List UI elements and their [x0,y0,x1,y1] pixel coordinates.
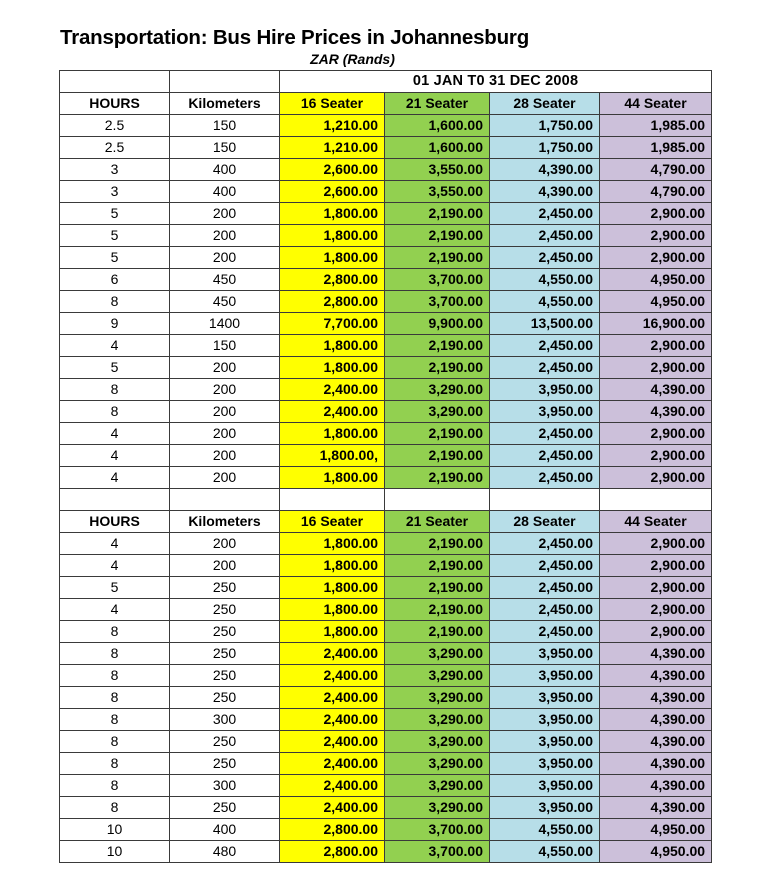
cell-seater-21[interactable]: 2,190.00 [385,620,490,642]
cell-seater-21[interactable]: 3,700.00 [385,268,490,290]
cell-seater-21[interactable]: 2,190.00 [385,554,490,576]
cell-kilometers[interactable]: 480 [170,840,280,862]
cell-hours[interactable]: 8 [60,686,170,708]
cell-seater-44[interactable]: 2,900.00 [600,576,712,598]
table-row[interactable] [60,268,712,290]
cell-seater-16[interactable]: 2,400.00 [280,686,385,708]
table-row[interactable] [60,246,712,268]
cell-hours[interactable]: 5 [60,246,170,268]
cell-seater-16[interactable]: 2,400.00 [280,796,385,818]
cell-seater-44[interactable]: 4,390.00 [600,664,712,686]
cell-seater-44[interactable]: 2,900.00 [600,356,712,378]
spacer-cell-seater-28 [490,488,600,510]
cell-seater-21[interactable]: 3,550.00 [385,180,490,202]
cell-seater-28[interactable]: 3,950.00 [490,400,600,422]
cell-hours[interactable]: 3 [60,158,170,180]
cell-seater-28[interactable]: 2,450.00 [490,202,600,224]
table-row[interactable] [60,840,712,862]
cell-hours[interactable]: 9 [60,312,170,334]
spacer-cell-seater-44 [600,488,712,510]
cell-seater-28[interactable]: 3,950.00 [490,378,600,400]
cell-seater-44[interactable]: 4,950.00 [600,818,712,840]
table-row[interactable] [60,334,712,356]
cell-seater-44[interactable]: 4,950.00 [600,290,712,312]
cell-seater-28[interactable]: 4,550.00 [490,290,600,312]
column-header-hours: HOURS [60,510,170,532]
cell-seater-16[interactable]: 2,400.00 [280,730,385,752]
cell-kilometers[interactable]: 200 [170,378,280,400]
cell-seater-16[interactable]: 2,400.00 [280,400,385,422]
cell-seater-16[interactable]: 2,600.00 [280,158,385,180]
cell-kilometers[interactable]: 400 [170,180,280,202]
cell-seater-44[interactable]: 4,390.00 [600,774,712,796]
cell-seater-16[interactable]: 1,800.00 [280,422,385,444]
cell-seater-44[interactable]: 4,390.00 [600,708,712,730]
cell-seater-28[interactable]: 13,500.00 [490,312,600,334]
table-row[interactable] [60,422,712,444]
cell-seater-16[interactable]: 1,210.00 [280,114,385,136]
cell-seater-44[interactable]: 4,390.00 [600,730,712,752]
cell-seater-28[interactable]: 3,950.00 [490,664,600,686]
spacer-cell-kilometers [170,488,280,510]
cell-hours[interactable]: 6 [60,268,170,290]
cell-seater-44[interactable]: 4,790.00 [600,158,712,180]
table-row[interactable] [60,730,712,752]
cell-seater-16[interactable]: 2,400.00 [280,708,385,730]
cell-hours[interactable]: 4 [60,554,170,576]
cell-seater-44[interactable]: 2,900.00 [600,334,712,356]
table-row[interactable] [60,554,712,576]
cell-seater-16[interactable]: 2,400.00 [280,774,385,796]
cell-kilometers[interactable]: 400 [170,818,280,840]
spacer-cell-seater-21 [385,488,490,510]
cell-seater-28[interactable]: 2,450.00 [490,334,600,356]
column-header-seater-16: 16 Seater [280,92,385,114]
cell-kilometers[interactable]: 450 [170,290,280,312]
cell-seater-44[interactable]: 2,900.00 [600,224,712,246]
cell-seater-16[interactable]: 1,800.00 [280,224,385,246]
column-header-row-1 [60,92,712,114]
table-row[interactable] [60,180,712,202]
column-header-seater-21: 21 Seater [385,92,490,114]
table-row[interactable] [60,466,712,488]
cell-hours[interactable]: 8 [60,378,170,400]
cell-kilometers[interactable]: 200 [170,246,280,268]
table-row[interactable] [60,664,712,686]
cell-kilometers[interactable]: 250 [170,796,280,818]
table-row[interactable] [60,202,712,224]
column-header-seater-28: 28 Seater [490,92,600,114]
cell-seater-16[interactable]: 2,800.00 [280,840,385,862]
cell-kilometers[interactable]: 250 [170,642,280,664]
cell-seater-28[interactable]: 4,550.00 [490,268,600,290]
table-row[interactable] [60,158,712,180]
cell-seater-16[interactable]: 2,400.00 [280,378,385,400]
cell-seater-21[interactable]: 3,290.00 [385,686,490,708]
cell-seater-16[interactable]: 7,700.00 [280,312,385,334]
cell-kilometers[interactable]: 300 [170,708,280,730]
cell-seater-28[interactable]: 2,450.00 [490,224,600,246]
table-row[interactable] [60,224,712,246]
cell-hours[interactable]: 8 [60,774,170,796]
cell-seater-21[interactable]: 3,550.00 [385,158,490,180]
cell-kilometers[interactable]: 400 [170,158,280,180]
table-row[interactable] [60,620,712,642]
cell-seater-16[interactable]: 1,800.00 [280,334,385,356]
cell-seater-28[interactable]: 3,950.00 [490,708,600,730]
cell-seater-16[interactable]: 1,210.00 [280,136,385,158]
cell-seater-16[interactable]: 1,800.00 [280,576,385,598]
table-row[interactable] [60,708,712,730]
cell-seater-21[interactable]: 3,700.00 [385,290,490,312]
cell-seater-28[interactable]: 2,450.00 [490,466,600,488]
currency-subtitle: ZAR (Rands) [310,50,395,67]
cell-seater-44[interactable]: 4,390.00 [600,378,712,400]
cell-hours[interactable]: 8 [60,730,170,752]
table-row[interactable] [60,378,712,400]
cell-hours[interactable]: 5 [60,356,170,378]
cell-seater-16[interactable]: 1,800.00 [280,356,385,378]
cell-hours[interactable]: 8 [60,752,170,774]
cell-seater-28[interactable]: 2,450.00 [490,246,600,268]
date-range-header: 01 JAN T0 31 DEC 2008 [280,70,712,92]
cell-seater-44[interactable]: 2,900.00 [600,620,712,642]
table-row[interactable] [60,818,712,840]
cell-seater-44[interactable]: 4,950.00 [600,268,712,290]
cell-seater-44[interactable]: 4,390.00 [600,752,712,774]
cell-hours[interactable]: 8 [60,620,170,642]
cell-kilometers[interactable]: 250 [170,752,280,774]
cell-kilometers[interactable]: 150 [170,334,280,356]
table-row[interactable] [60,642,712,664]
cell-kilometers[interactable]: 200 [170,400,280,422]
cell-seater-21[interactable]: 3,290.00 [385,400,490,422]
column-header-seater-44: 44 Seater [600,92,712,114]
cell-seater-28[interactable]: 2,450.00 [490,422,600,444]
cell-hours[interactable]: 4 [60,598,170,620]
cell-seater-44[interactable]: 4,390.00 [600,400,712,422]
cell-seater-28[interactable]: 4,550.00 [490,818,600,840]
column-header-kilometers: Kilometers [170,510,280,532]
cell-seater-16[interactable]: 2,600.00 [280,180,385,202]
cell-seater-44[interactable]: 4,390.00 [600,796,712,818]
cell-kilometers[interactable]: 200 [170,444,280,466]
cell-kilometers[interactable]: 200 [170,356,280,378]
spacer-cell-seater-16 [280,488,385,510]
cell-seater-21[interactable]: 2,190.00 [385,444,490,466]
cell-seater-44[interactable]: 2,900.00 [600,246,712,268]
cell-seater-21[interactable]: 2,190.00 [385,422,490,444]
cell-seater-16[interactable]: 1,800.00 [280,246,385,268]
cell-seater-28[interactable]: 4,390.00 [490,158,600,180]
cell-kilometers[interactable]: 200 [170,532,280,554]
cell-seater-16[interactable]: 1,800.00 [280,554,385,576]
cell-hours[interactable]: 8 [60,708,170,730]
column-header-seater-28: 28 Seater [490,510,600,532]
cell-kilometers[interactable]: 300 [170,774,280,796]
cell-seater-21[interactable]: 1,600.00 [385,136,490,158]
cell-seater-21[interactable]: 3,290.00 [385,730,490,752]
cell-seater-28[interactable]: 4,550.00 [490,840,600,862]
cell-hours[interactable]: 8 [60,664,170,686]
cell-seater-44[interactable]: 2,900.00 [600,554,712,576]
cell-kilometers[interactable]: 250 [170,730,280,752]
cell-kilometers[interactable]: 200 [170,224,280,246]
cell-hours[interactable]: 4 [60,422,170,444]
table-row[interactable] [60,290,712,312]
cell-seater-21[interactable]: 3,290.00 [385,378,490,400]
column-header-hours: HOURS [60,92,170,114]
cell-seater-28[interactable]: 2,450.00 [490,532,600,554]
cell-hours[interactable]: 8 [60,642,170,664]
cell-seater-28[interactable]: 2,450.00 [490,554,600,576]
cell-seater-16[interactable]: 1,800.00 [280,202,385,224]
cell-seater-28[interactable]: 3,950.00 [490,796,600,818]
cell-seater-21[interactable]: 2,190.00 [385,466,490,488]
cell-seater-21[interactable]: 3,700.00 [385,840,490,862]
cell-kilometers[interactable]: 150 [170,114,280,136]
cell-hours[interactable]: 8 [60,796,170,818]
cell-seater-21[interactable]: 2,190.00 [385,224,490,246]
column-header-row-2 [60,510,712,532]
cell-seater-28[interactable]: 1,750.00 [490,136,600,158]
cell-seater-21[interactable]: 3,290.00 [385,664,490,686]
cell-hours[interactable]: 8 [60,290,170,312]
period-header-row [60,70,712,92]
cell-kilometers[interactable]: 150 [170,136,280,158]
cell-seater-16[interactable]: 2,400.00 [280,752,385,774]
cell-seater-28[interactable]: 2,450.00 [490,620,600,642]
cell-seater-21[interactable]: 1,600.00 [385,114,490,136]
cell-seater-21[interactable]: 3,290.00 [385,774,490,796]
cell-seater-16[interactable]: 2,800.00 [280,290,385,312]
cell-hours[interactable]: 4 [60,334,170,356]
cell-hours[interactable]: 5 [60,224,170,246]
table-row[interactable] [60,686,712,708]
cell-hours[interactable]: 10 [60,818,170,840]
cell-seater-21[interactable]: 2,190.00 [385,356,490,378]
cell-seater-21[interactable]: 2,190.00 [385,576,490,598]
cell-seater-44[interactable]: 2,900.00 [600,422,712,444]
cell-seater-28[interactable]: 2,450.00 [490,444,600,466]
spacer-row [60,488,712,510]
cell-seater-16[interactable]: 1,800.00 [280,598,385,620]
cell-seater-44[interactable]: 2,900.00 [600,202,712,224]
cell-seater-21[interactable]: 2,190.00 [385,334,490,356]
cell-kilometers[interactable]: 250 [170,598,280,620]
table-row[interactable] [60,752,712,774]
cell-hours[interactable]: 2.5 [60,114,170,136]
cell-seater-28[interactable]: 3,950.00 [490,686,600,708]
cell-seater-44[interactable]: 2,900.00 [600,444,712,466]
cell-seater-28[interactable]: 1,750.00 [490,114,600,136]
page-title: Transportation: Bus Hire Prices in Johannesburg [60,26,530,49]
cell-seater-21[interactable]: 2,190.00 [385,598,490,620]
cell-kilometers[interactable]: 200 [170,554,280,576]
cell-seater-16[interactable]: 1,800.00, [280,444,385,466]
cell-seater-28[interactable]: 2,450.00 [490,356,600,378]
cell-seater-21[interactable]: 9,900.00 [385,312,490,334]
cell-seater-21[interactable]: 3,700.00 [385,818,490,840]
cell-seater-44[interactable]: 2,900.00 [600,598,712,620]
cell-kilometers[interactable]: 450 [170,268,280,290]
cell-seater-21[interactable]: 3,290.00 [385,642,490,664]
table-row[interactable] [60,774,712,796]
cell-hours[interactable]: 3 [60,180,170,202]
table-row[interactable] [60,136,712,158]
cell-kilometers[interactable]: 250 [170,664,280,686]
cell-seater-44[interactable]: 16,900.00 [600,312,712,334]
cell-seater-44[interactable]: 2,900.00 [600,466,712,488]
empty-cell-hours[interactable] [60,70,170,92]
spacer-cell-hours [60,488,170,510]
cell-seater-21[interactable]: 2,190.00 [385,532,490,554]
cell-seater-28[interactable]: 2,450.00 [490,576,600,598]
cell-seater-21[interactable]: 3,290.00 [385,708,490,730]
cell-hours[interactable]: 10 [60,840,170,862]
table-row[interactable] [60,114,712,136]
cell-seater-16[interactable]: 1,800.00 [280,466,385,488]
column-header-seater-21: 21 Seater [385,510,490,532]
cell-hours[interactable]: 4 [60,466,170,488]
table-row[interactable] [60,312,712,334]
cell-seater-16[interactable]: 2,400.00 [280,642,385,664]
cell-kilometers[interactable]: 1400 [170,312,280,334]
cell-hours[interactable]: 5 [60,202,170,224]
table-row[interactable] [60,576,712,598]
cell-seater-44[interactable]: 4,950.00 [600,840,712,862]
cell-seater-16[interactable]: 1,800.00 [280,532,385,554]
table-row[interactable] [60,444,712,466]
cell-kilometers[interactable]: 250 [170,686,280,708]
cell-seater-21[interactable]: 3,290.00 [385,796,490,818]
cell-hours[interactable]: 2.5 [60,136,170,158]
cell-seater-44[interactable]: 1,985.00 [600,136,712,158]
cell-seater-28[interactable]: 3,950.00 [490,774,600,796]
cell-seater-21[interactable]: 3,290.00 [385,752,490,774]
empty-cell-kilometers[interactable] [170,70,280,92]
table-row[interactable] [60,356,712,378]
cell-kilometers[interactable]: 200 [170,422,280,444]
cell-kilometers[interactable]: 200 [170,202,280,224]
cell-seater-28[interactable]: 4,390.00 [490,180,600,202]
cell-seater-28[interactable]: 3,950.00 [490,752,600,774]
cell-seater-44[interactable]: 2,900.00 [600,532,712,554]
cell-seater-44[interactable]: 4,790.00 [600,180,712,202]
cell-seater-16[interactable]: 2,400.00 [280,664,385,686]
cell-hours[interactable]: 5 [60,576,170,598]
table-row[interactable] [60,532,712,554]
column-header-seater-44: 44 Seater [600,510,712,532]
cell-kilometers[interactable]: 250 [170,620,280,642]
cell-kilometers[interactable]: 250 [170,576,280,598]
cell-kilometers[interactable]: 200 [170,466,280,488]
cell-seater-28[interactable]: 3,950.00 [490,730,600,752]
cell-hours[interactable]: 4 [60,532,170,554]
cell-seater-21[interactable]: 2,190.00 [385,202,490,224]
table-row[interactable] [60,796,712,818]
cell-hours[interactable]: 4 [60,444,170,466]
cell-seater-28[interactable]: 2,450.00 [490,598,600,620]
column-header-kilometers: Kilometers [170,92,280,114]
table-row[interactable] [60,598,712,620]
cell-seater-44[interactable]: 4,390.00 [600,642,712,664]
cell-seater-16[interactable]: 2,800.00 [280,818,385,840]
column-header-seater-16: 16 Seater [280,510,385,532]
cell-seater-28[interactable]: 3,950.00 [490,642,600,664]
table-row[interactable] [60,400,712,422]
cell-seater-44[interactable]: 1,985.00 [600,114,712,136]
cell-seater-21[interactable]: 2,190.00 [385,246,490,268]
cell-hours[interactable]: 8 [60,400,170,422]
bus-hire-price-table [59,70,712,863]
cell-seater-44[interactable]: 4,390.00 [600,686,712,708]
cell-seater-16[interactable]: 2,800.00 [280,268,385,290]
cell-seater-16[interactable]: 1,800.00 [280,620,385,642]
